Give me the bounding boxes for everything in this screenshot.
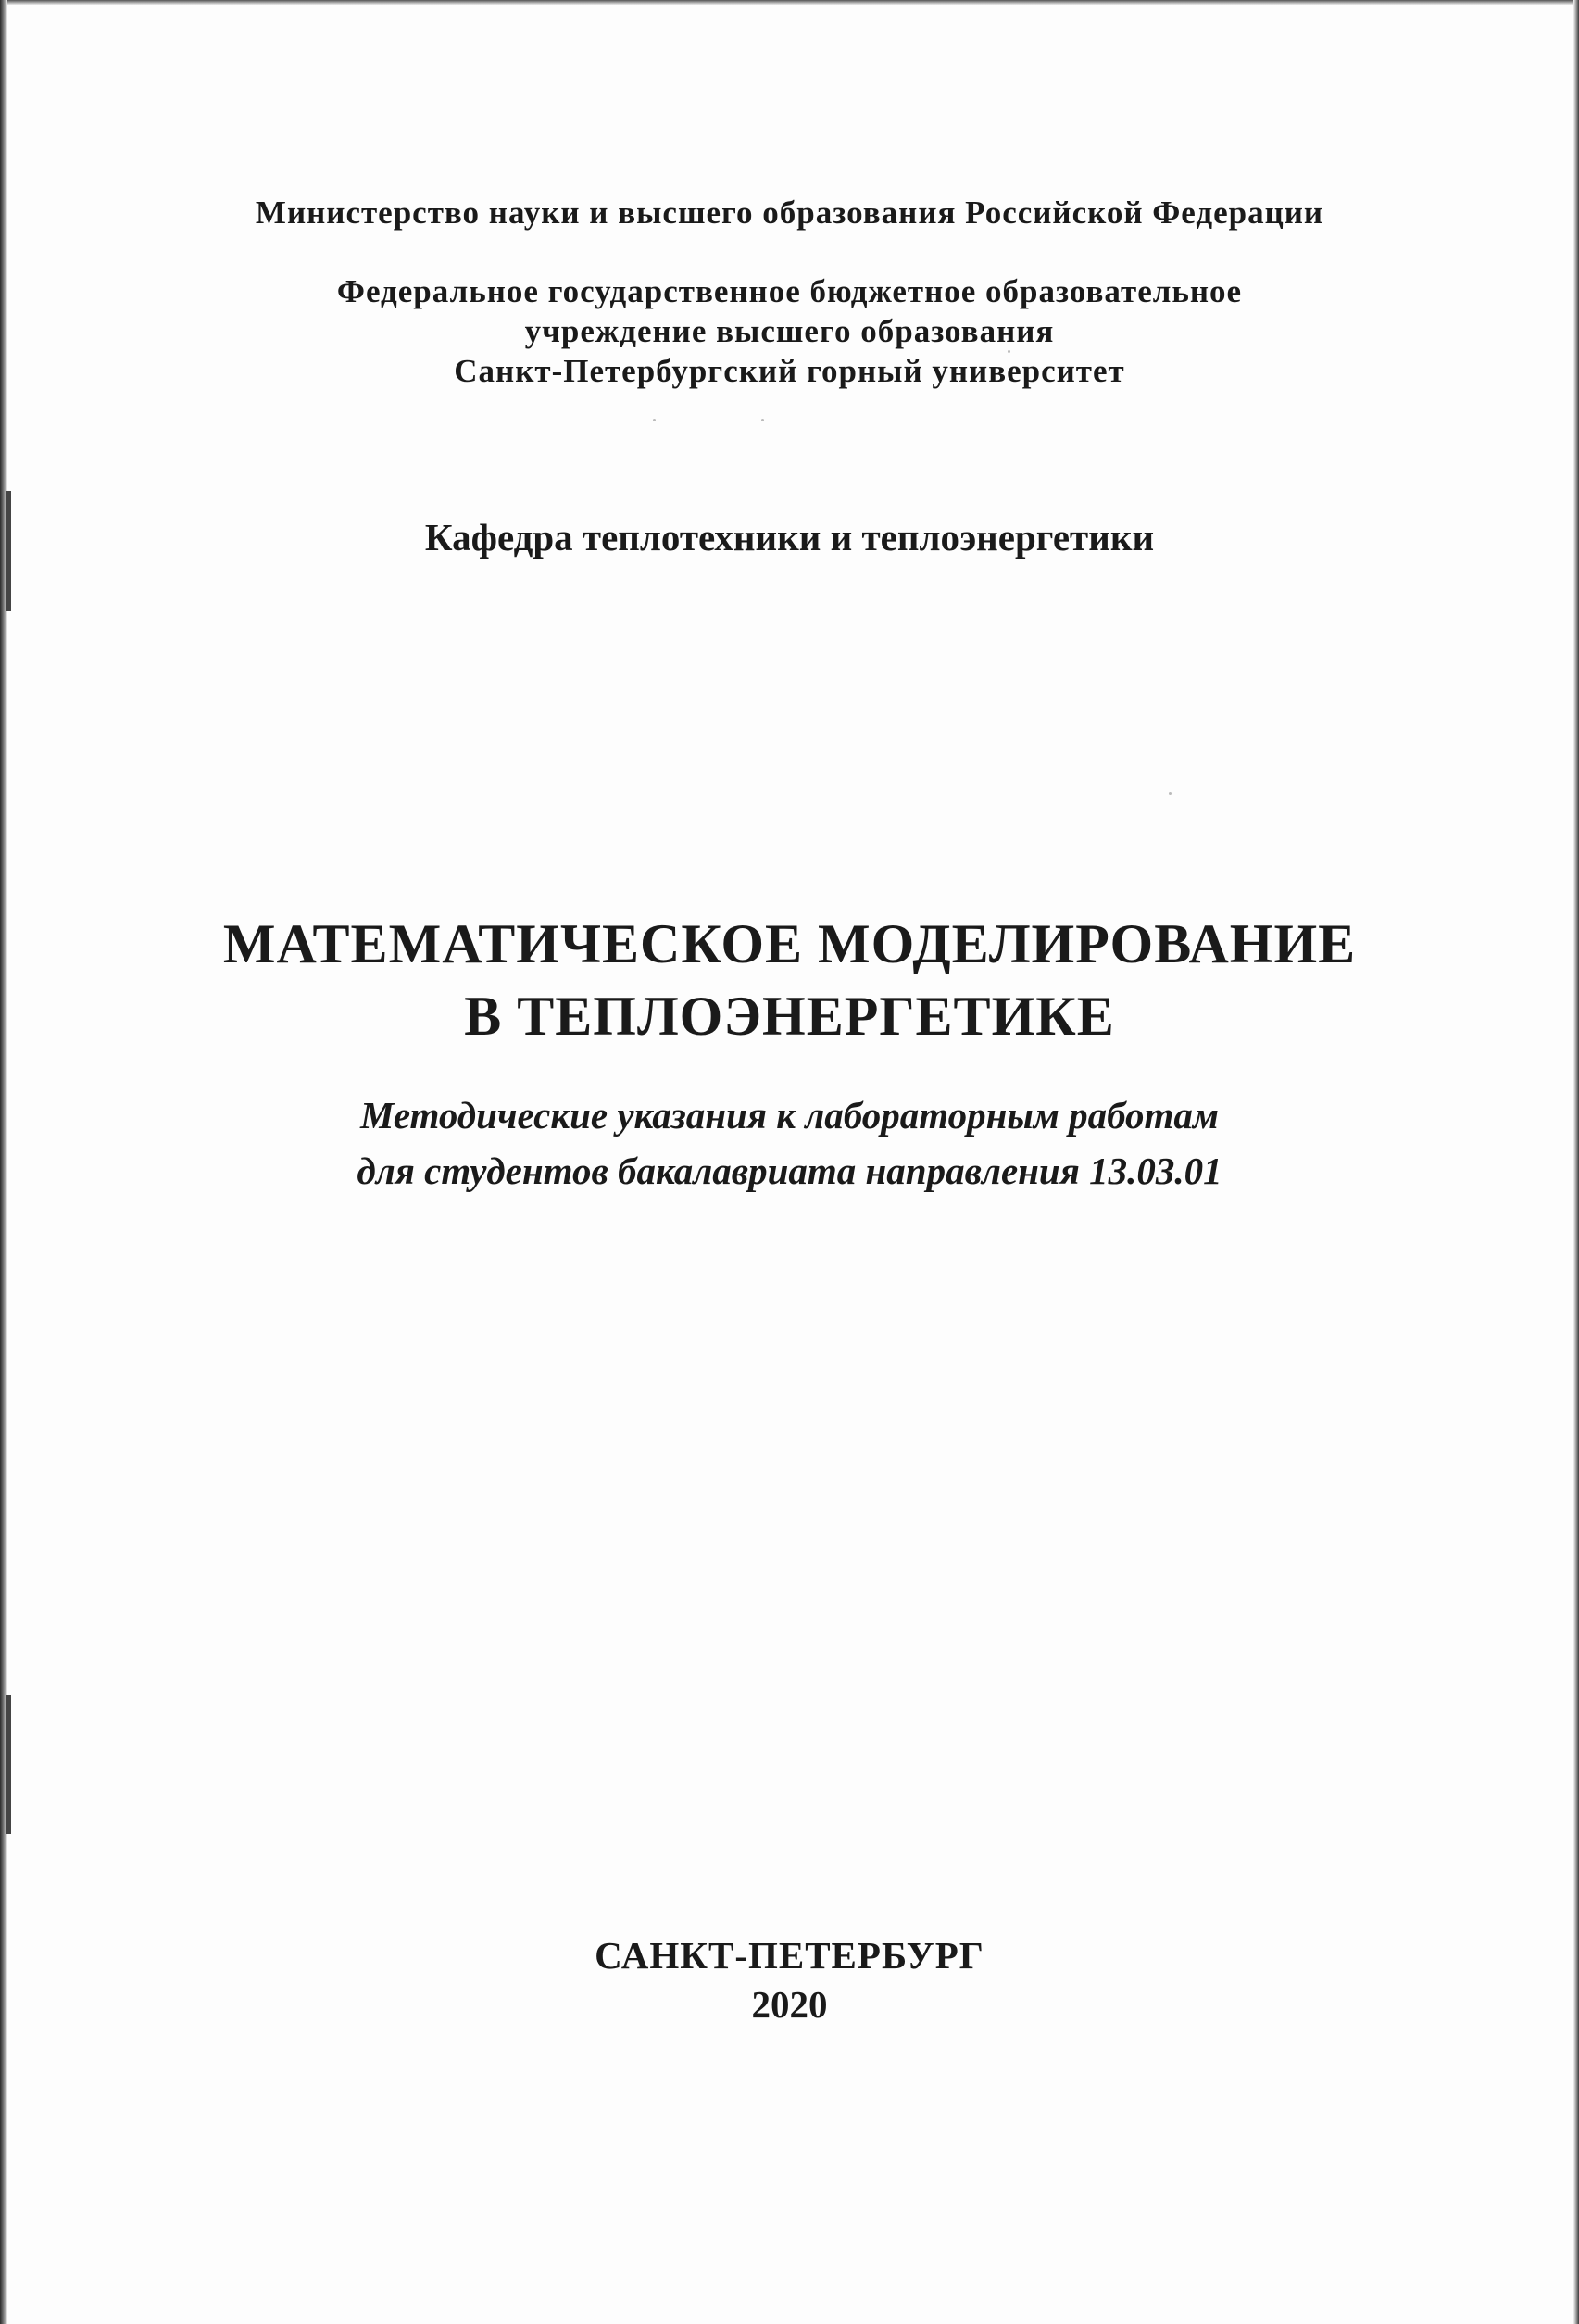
institution-line: Федеральное государственное бюджетное образовательное: [336, 273, 1243, 309]
scan-speck: [761, 419, 764, 421]
binding-mark: [6, 1695, 11, 1834]
department-name: Кафедра теплотехники и теплоэнергетики: [424, 516, 1155, 559]
scan-speck: [653, 419, 656, 421]
document-title: В ТЕПЛОЭНЕРГЕТИКЕ: [464, 986, 1115, 1047]
document-subtitle: Методические указания к лабораторным работам: [359, 1094, 1220, 1137]
university-name: Санкт-Петербургский горный университет: [454, 353, 1125, 389]
institution-line: учреждение высшего образования: [524, 313, 1055, 349]
scan-edge-top: [0, 0, 1579, 5]
document-title: МАТЕМАТИЧЕСКОЕ МОДЕЛИРОВАНИЕ: [222, 913, 1357, 974]
publication-city: САНКТ-ПЕТЕРБУРГ: [595, 1934, 984, 1977]
publication-year: 2020: [751, 1983, 828, 2026]
ministry-heading: Министерство науки и высшего образования Российской Федерации: [255, 195, 1324, 231]
scan-speck: [1169, 792, 1172, 795]
document-subtitle: для студентов бакалавриата направления 13.03.01: [357, 1149, 1222, 1192]
